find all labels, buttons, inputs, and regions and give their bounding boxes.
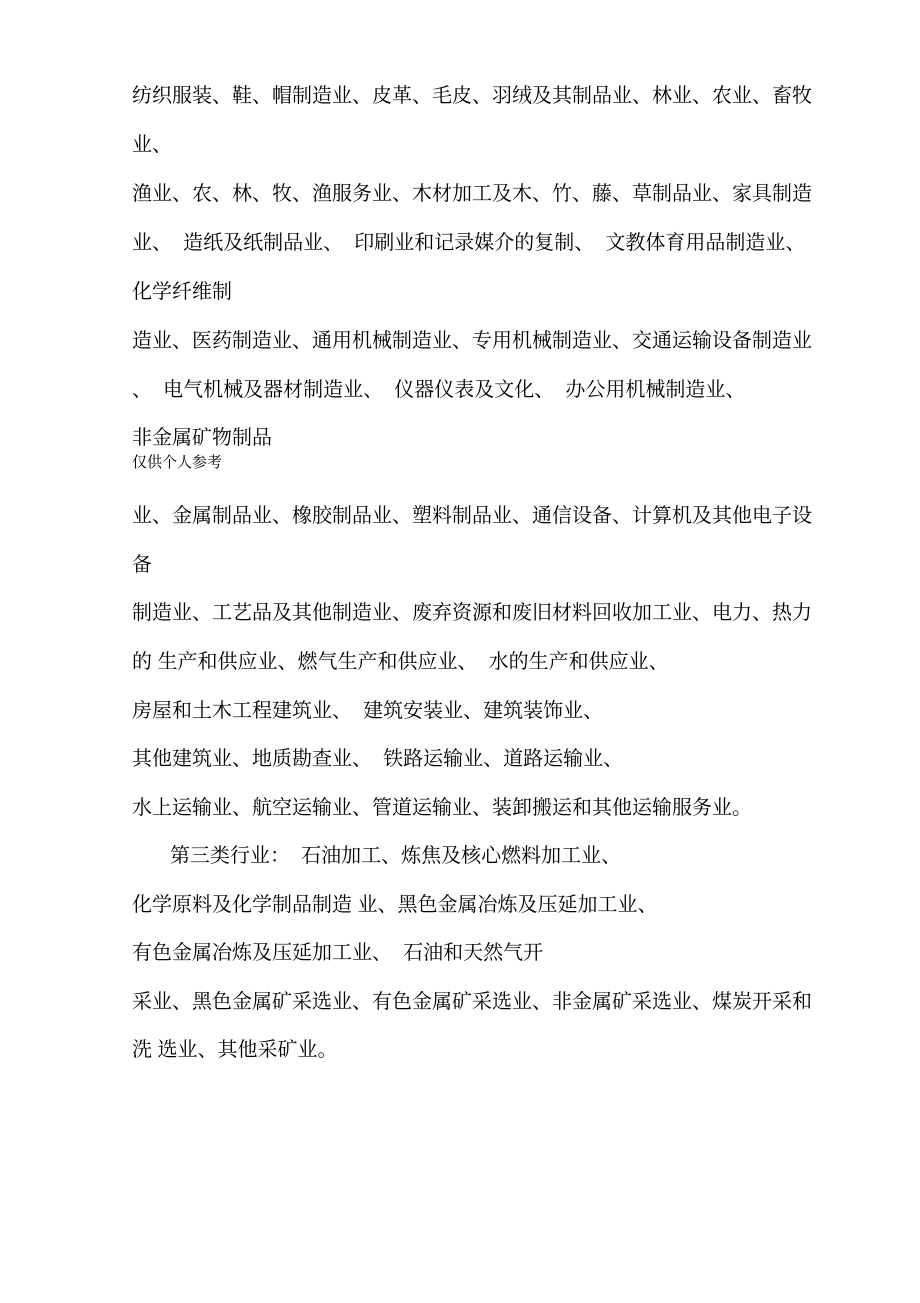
text-line: 、 电气机械及器材制造业、 仪器仪表及文化、 办公用机械制造业、 <box>132 379 746 401</box>
text-line: 业、 <box>132 134 172 156</box>
text-line: 水上运输业、航空运输业、管道运输业、装卸搬运和其他运输服务业。 <box>132 797 752 819</box>
reference-note: 仅供个人参考 <box>132 454 223 471</box>
text-line: 非金属矿物制品 <box>132 427 272 449</box>
text-line-category-heading: 第三类行业： 石油加工、炼焦及核心燃料加工业、 <box>170 845 622 867</box>
text-line: 业、 造纸及纸制品业、 印刷业和记录媒介的复制、 文教体育用品制造业、 <box>132 232 806 254</box>
text-line: 渔业、农、林、牧、渔服务业、木材加工及木、竹、藤、草制品业、家具制造 <box>132 183 812 205</box>
text-line: 的 生产和供应业、燃气生产和供应业、 水的生产和供应业、 <box>132 651 669 673</box>
text-line: 采业、黑色金属矿采选业、有色金属矿采选业、非金属矿采选业、煤炭开采和 <box>132 991 812 1013</box>
text-line: 化学纤维制 <box>132 281 232 303</box>
text-line: 有色金属冶炼及压延加工业、 石油和天然气开 <box>132 942 544 964</box>
text-line: 其他建筑业、地质勘查业、 铁路运输业、道路运输业、 <box>132 748 624 770</box>
text-line: 化学原料及化学制品制造 业、黑色金属冶炼及压延加工业、 <box>132 894 658 916</box>
text-line: 备 <box>132 554 152 576</box>
text-line: 制造业、工艺品及其他制造业、废弃资源和废旧材料回收加工业、电力、热力 <box>132 602 812 624</box>
text-line: 造业、医药制造业、通用机械制造业、专用机械制造业、交通运输设备制造业 <box>132 330 812 352</box>
text-line: 房屋和土木工程建筑业、 建筑安装业、建筑装饰业、 <box>132 700 604 722</box>
text-line: 洗 选业、其他采矿业。 <box>132 1039 338 1061</box>
text-line: 业、金属制品业、橡胶制品业、塑料制品业、通信设备、计算机及其他电子设 <box>132 505 812 527</box>
text-line: 纺织服装、鞋、帽制造业、皮革、毛皮、羽绒及其制品业、林业、农业、畜牧 <box>132 85 812 107</box>
